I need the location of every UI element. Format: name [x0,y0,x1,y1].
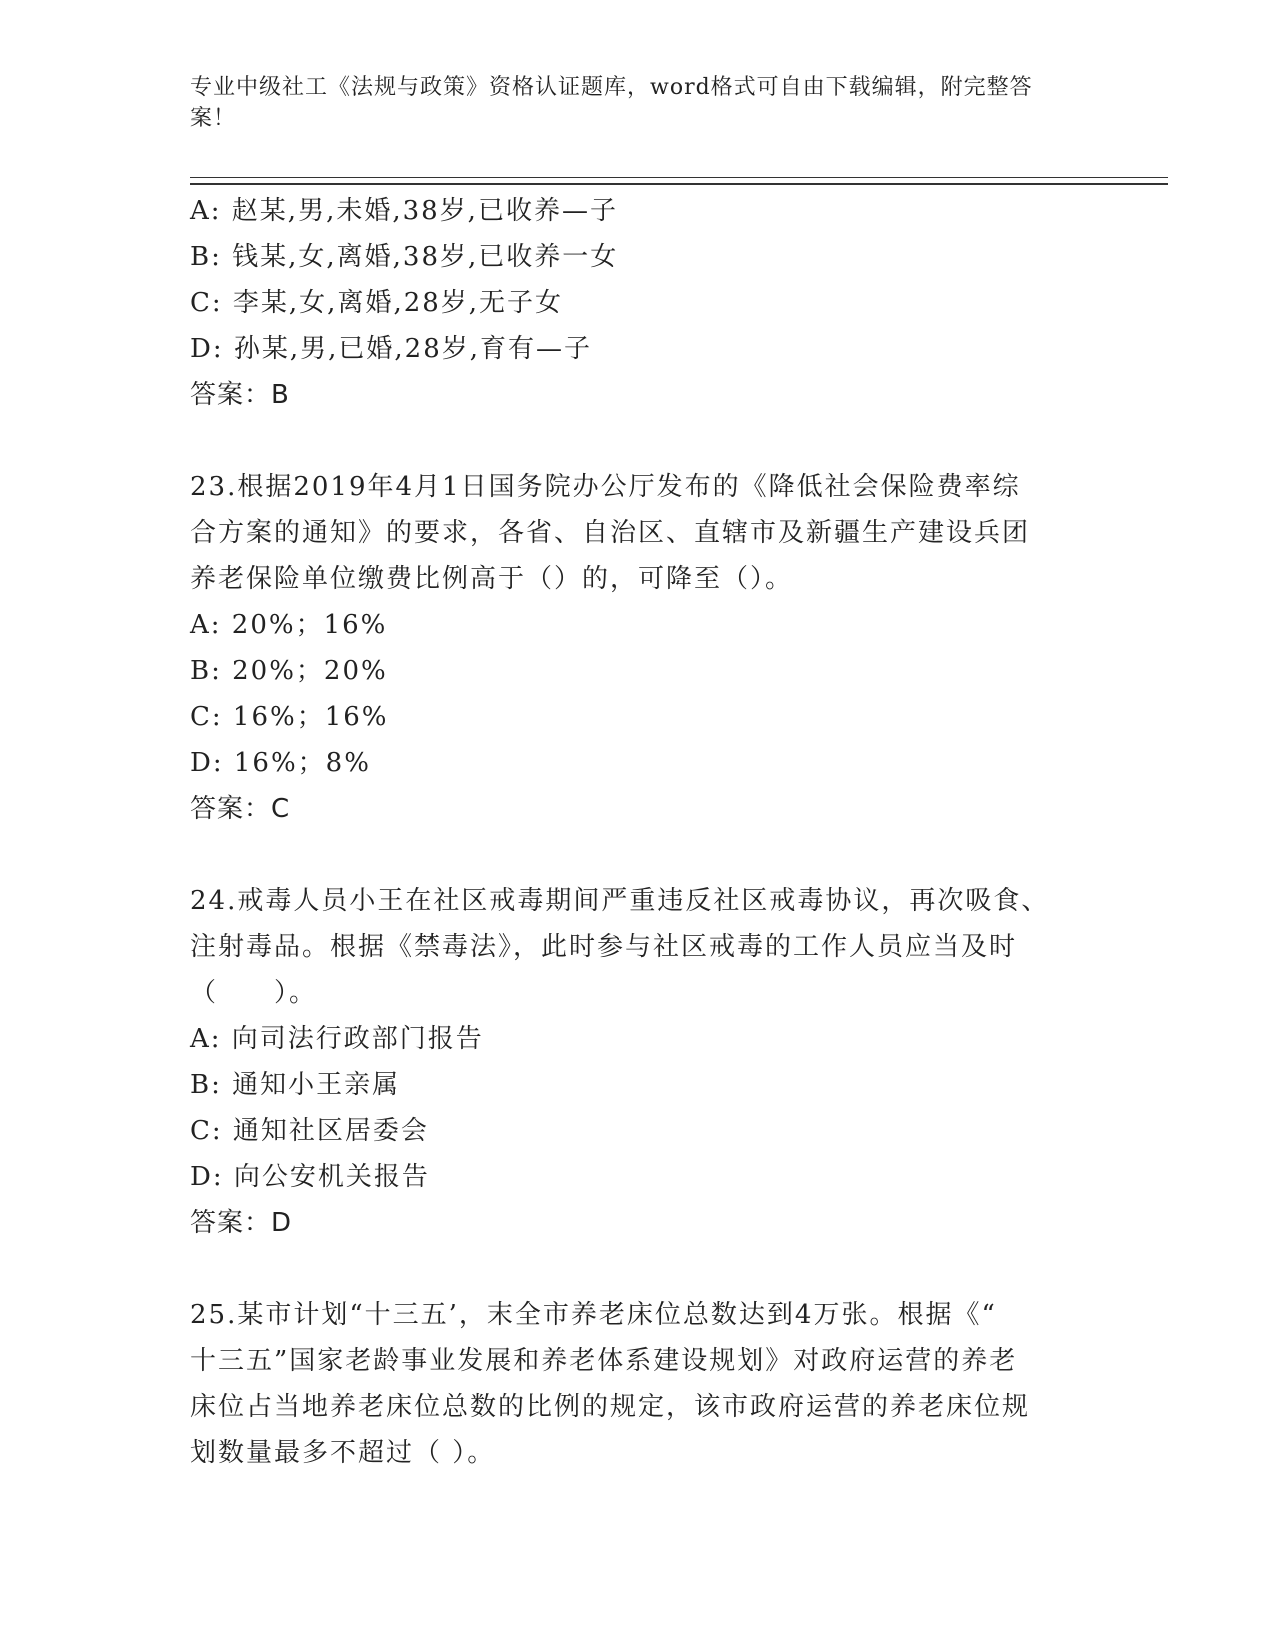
option-a: A: 20%；16% [190,610,388,640]
option-c: C: 李某,女,离婚,28岁,无子女 [190,288,564,318]
question-22 [190,188,1090,418]
spacer [190,418,1090,464]
option-d: D: 孙某,男,已婚,28岁,育有—子 [190,334,593,364]
option-a: A: 赵某,男,未婚,38岁,已收养—子 [190,196,618,226]
question-stem-line: 划数量最多不超过（ ）。 [190,1438,496,1468]
answer-label: 答案：D [190,1208,293,1238]
question-stem-line: 注射毒品。根据《禁毒法》，此时参与社区戒毒的工作人员应当及时 [190,932,1018,962]
option-b: B: 钱某,女,离婚,38岁,已收养一女 [190,242,619,272]
question-stem-line: 23.根据2019年4月1日国务院办公厅发布的《降低社会保险费率综 [190,472,1021,502]
spacer [190,1246,1090,1292]
question-stem-line: （ ）。 [190,978,318,1008]
option-d: D: 16%；8% [190,748,371,778]
question-list [190,188,1090,1476]
header-divider-thin [190,177,1168,178]
spacer [190,832,1090,878]
question-stem-line: 合方案的通知》的要求，各省、自治区、直辖市及新疆生产建设兵团 [190,518,1031,548]
question-stem-line: 十三五”国家老龄事业发展和养老体系建设规划》对政府运营的养老 [190,1346,1018,1376]
question-25 [190,1292,1090,1476]
question-23 [190,464,1090,832]
option-b: B: 20%；20% [190,656,388,686]
question-stem-line: 25.某市计划“十三五’，末全市养老床位总数达到4万张。根据《“ [190,1300,997,1330]
option-b: B: 通知小王亲属 [190,1070,401,1100]
header-divider-thick [190,183,1168,185]
question-stem-line: 24.戒毒人员小王在社区戒毒期间严重违反社区戒毒协议，再次吸食、 [190,886,1050,916]
question-24 [190,878,1090,1246]
answer-label: 答案：C [190,794,291,824]
answer-label: 答案：B [190,380,290,410]
option-a: A: 向司法行政部门报告 [190,1024,484,1054]
question-stem-line: 养老保险单位缴费比例高于（）的，可降至（）。 [190,564,794,594]
option-d: D: 向公安机关报告 [190,1162,430,1192]
option-c: C: 16%；16% [190,702,389,732]
page-header: 专业中级社工《法规与政策》资格认证题库，word格式可自由下载编辑，附完整答案！ [190,75,1033,131]
option-c: C: 通知社区居委会 [190,1116,429,1146]
question-stem-line: 床位占当地养老床位总数的比例的规定，该市政府运营的养老床位规 [190,1392,1031,1422]
